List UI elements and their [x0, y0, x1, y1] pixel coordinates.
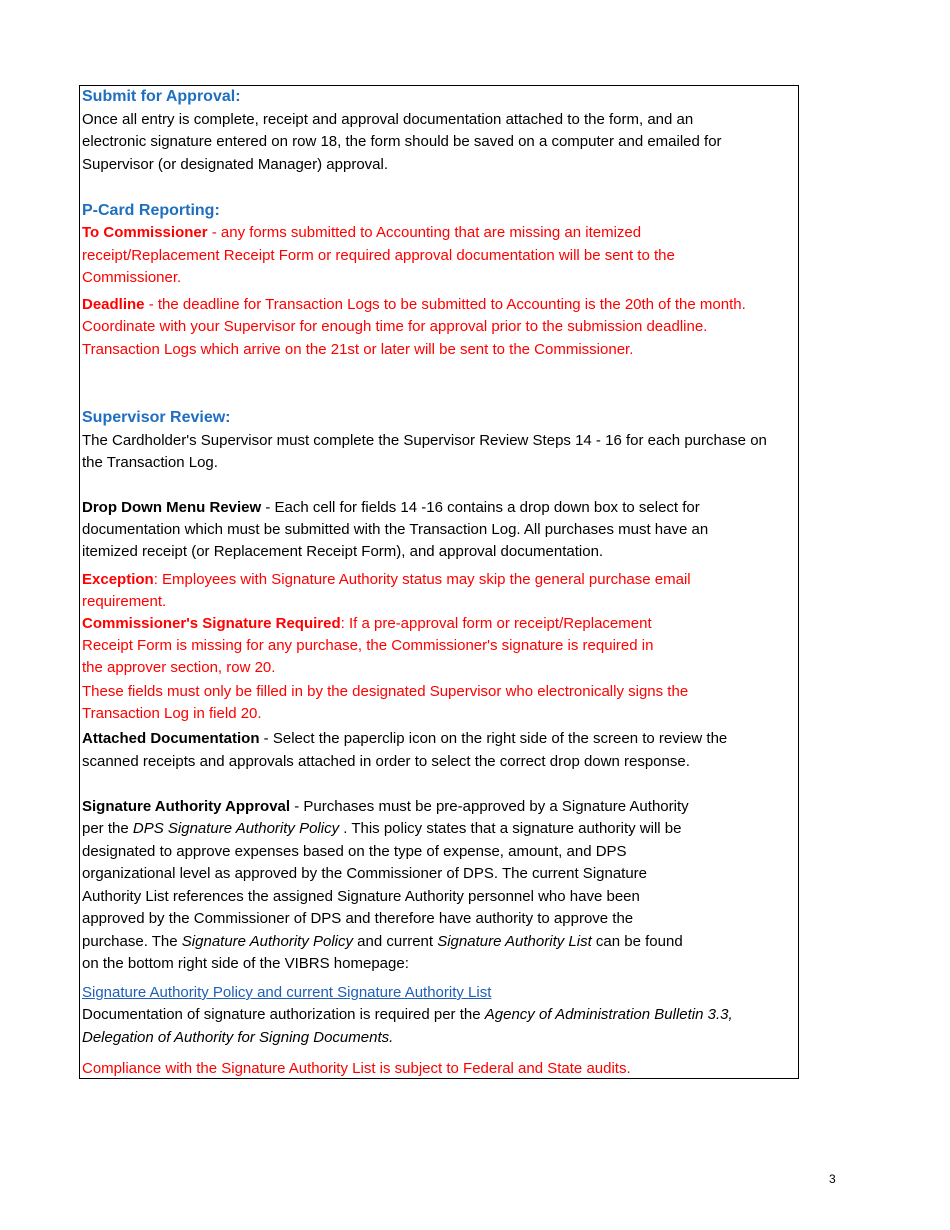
dropdown-label: Drop Down Menu Review: [82, 499, 262, 516]
comm-sig-label: Commissioner's Signature Required: [82, 615, 341, 632]
policy-title: DPS Signature Authority Policy: [132, 820, 340, 837]
comm-sig-line: Commissioner's Signature Required: If a pre-approval form or receipt/Replacement: [82, 615, 652, 632]
commissioner-label: To Commissioner: [82, 224, 208, 241]
supervisor-text-line: the Transaction Log.: [82, 454, 218, 471]
sig-auth-line: Signature Authority Approval - Purchases must be pre-approved by a Signature Authority: [82, 798, 689, 815]
pcard-heading: P-Card Reporting:: [82, 202, 220, 219]
policy-title: Signature Authority Policy: [181, 933, 353, 950]
attached-line: scanned receipts and approvals attached in order to select the correct drop down response.: [82, 753, 690, 770]
sig-auth-line: approved by the Commissioner of DPS and therefore have authority to approve the: [82, 910, 634, 927]
comm-sig-line: Receipt Form is missing for any purchase, the Commissioner's signature is required in: [82, 637, 654, 654]
exception-label: Exception: [82, 571, 154, 588]
submit-text-line: Supervisor (or designated Manager) approval.: [82, 156, 388, 173]
submit-text-line: electronic signature entered on row 18, the form should be saved on a computer and emailed for: [82, 133, 722, 150]
signature-authority-link[interactable]: Signature Authority Policy and current Signature Authority List: [82, 984, 492, 1001]
compliance-note: Compliance with the Signature Authority List is subject to Federal and State audits.: [82, 1060, 631, 1077]
sig-auth-line: purchase. The Signature Authority Policy and current Signature Authority List can be found: [82, 933, 683, 950]
list-title: Signature Authority List: [437, 933, 592, 950]
commissioner-line: Commissioner.: [82, 269, 182, 286]
sig-auth-line: per the DPS Signature Authority Policy . This policy states that a signature authority will be: [82, 820, 682, 837]
attached-label: Attached Documentation: [82, 730, 260, 747]
dropdown-line: documentation which must be submitted with the Transaction Log. All purchases must have an: [82, 521, 709, 538]
sig-auth-line: designated to approve expenses based on the type of expense, amount, and DPS: [82, 843, 627, 860]
supervisor-heading: Supervisor Review:: [82, 409, 231, 426]
supervisor-text-line: The Cardholder's Supervisor must complete the Supervisor Review Steps 14 - 16 for each purchase on: [82, 432, 767, 449]
sig-auth-line: Authority List references the assigned Signature Authority personnel who have been: [82, 888, 640, 905]
submit-heading: Submit for Approval:: [82, 88, 241, 105]
bulletin-title: Agency of Administration Bulletin 3.3,: [484, 1006, 733, 1023]
link-row: [82, 982, 491, 1005]
fields-note-line: Transaction Log in field 20.: [82, 705, 262, 722]
bulletin-title: Delegation of Authority for Signing Documents.: [82, 1029, 394, 1046]
commissioner-line: receipt/Replacement Receipt Form or required approval documentation will be sent to the: [82, 247, 675, 264]
sig-auth-label: Signature Authority Approval: [82, 798, 291, 815]
sig-auth-line: organizational level as approved by the Commissioner of DPS. The current Signature: [82, 865, 648, 882]
deadline-line: Coordinate with your Supervisor for enough time for approval prior to the submission deadline.: [82, 318, 708, 335]
attached-line: Attached Documentation - Select the paperclip icon on the right side of the screen to review the: [82, 730, 728, 747]
fields-note-line: These fields must only be filled in by the designated Supervisor who electronically signs the: [82, 683, 689, 700]
exception-line: requirement.: [82, 593, 167, 610]
dropdown-line: Drop Down Menu Review - Each cell for fields 14 -16 contains a drop down box to select for: [82, 499, 700, 516]
comm-sig-line: the approver section, row 20.: [82, 659, 276, 676]
deadline-line: Deadline - the deadline for Transaction Logs to be submitted to Accounting is the 20th of the month.: [82, 296, 746, 313]
commissioner-line: To Commissioner - any forms submitted to Accounting that are missing an itemized: [82, 224, 642, 241]
submit-text-line: Once all entry is complete, receipt and approval documentation attached to the form, and an: [82, 111, 694, 128]
deadline-label: Deadline: [82, 296, 145, 313]
sig-auth-line: on the bottom right side of the VIBRS homepage:: [82, 955, 409, 972]
page-number: 3: [829, 1172, 836, 1186]
dropdown-line: itemized receipt (or Replacement Receipt Form), and approval documentation.: [82, 543, 604, 560]
documentation-line: [82, 1027, 393, 1050]
deadline-line: Transaction Logs which arrive on the 21st or later will be sent to the Commissioner.: [82, 341, 634, 358]
exception-line: Exception: Employees with Signature Authority status may skip the general purchase email: [82, 571, 691, 588]
documentation-line: Documentation of signature authorization is required per the Agency of Administration Bulletin 3.3,: [82, 1006, 733, 1023]
